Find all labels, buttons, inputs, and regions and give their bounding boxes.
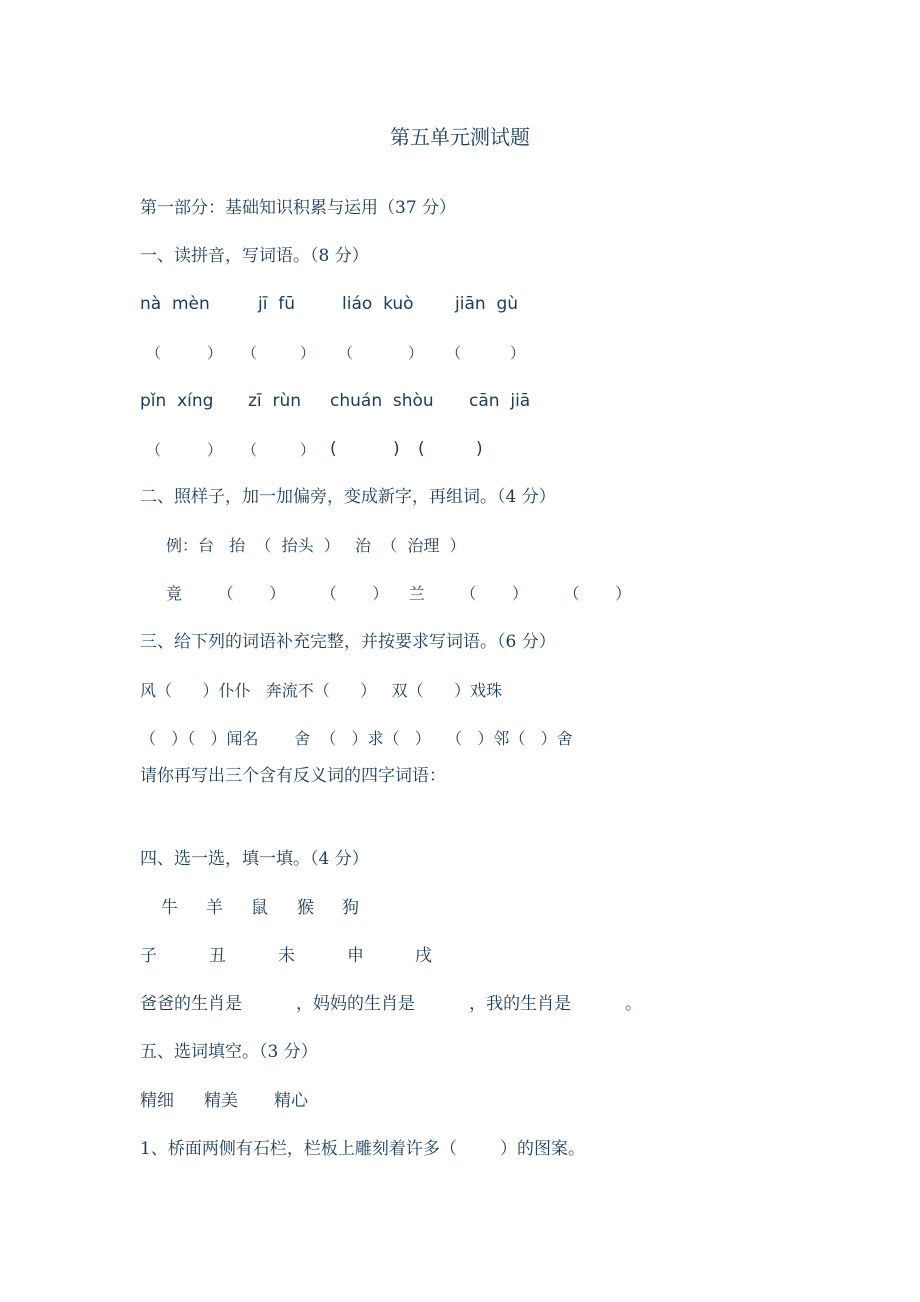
answer-blank-open: （ [338,344,354,362]
answer-blank-close: ） [207,344,223,362]
answer-blank-open: （ [446,344,462,362]
answer-blank-open: ( [330,439,337,459]
q5-heading: 五、选词填空。（3 分） [140,1042,318,1062]
q5-item-1: 1、桥面两侧有石栏，栏板上雕刻着许多（ ）的图案。 [140,1139,586,1159]
answer-blank-close: ) [393,439,400,459]
word-option: 精美 [204,1091,238,1111]
q2-exercise-line: 竟 （ ） （ ） 兰 （ ） （ ） [166,584,632,603]
q3-heading: 三、给下列的词语补充完整，并按要求写词语。（6 分） [140,632,556,652]
branch-option: 子 [140,946,157,966]
animal-option: 羊 [206,898,223,918]
answer-blank-close: ） [408,344,424,362]
part1-heading: 第一部分：基础知识积累与运用（37 分） [140,198,457,218]
pinyin-item: jiān gù [455,294,519,314]
branch-option: 未 [278,946,295,966]
q3-line-3: 请你再写出三个含有反义词的四字词语： [140,766,446,786]
pinyin-item: nà mèn [140,294,210,314]
pinyin-item: pǐn xíng [140,391,214,411]
animal-option: 鼠 [251,898,268,918]
q4-sentence: 爸爸的生肖是 ，妈妈的生肖是 ，我的生肖是 。 [140,994,643,1014]
answer-blank-open: （ [242,441,258,459]
q3-line-2: （ ）（ ）闻名 舍 （ ）求（ ） （ ）邻（ ）舍 [140,729,573,748]
branch-option: 申 [347,946,364,966]
q1-heading: 一、读拼音，写词语。（8 分） [140,246,369,266]
answer-blank-open: （ [146,441,162,459]
branch-option: 丑 [209,946,226,966]
word-option: 精细 [140,1091,174,1111]
page-title: 第五单元测试题 [390,125,530,149]
word-option: 精心 [274,1091,308,1111]
answer-blank-close: ） [207,441,223,459]
animal-option: 猴 [297,898,314,918]
answer-blank-close: ) [476,439,483,459]
pinyin-item: jī fū [258,294,296,314]
q3-line-1: 风（ ）仆仆 奔流不（ ） 双（ ）戏珠 [140,681,503,700]
answer-blank-close: ） [510,344,526,362]
q2-example: 例：台 抬 （ 抬头 ） 治 （ 治理 ） [166,536,466,555]
answer-blank-open: （ [242,344,258,362]
answer-blank-open: （ [146,344,162,362]
answer-blank-close: ） [300,441,316,459]
q2-heading: 二、照样子，加一加偏旁，变成新字，再组词。（4 分） [140,487,556,507]
q4-heading: 四、选一选，填一填。（4 分） [140,849,369,869]
pinyin-item: zī rùn [248,391,301,411]
pinyin-item: chuán shòu [330,391,434,411]
animal-option: 狗 [342,898,359,918]
animal-option: 牛 [161,898,178,918]
pinyin-item: cān jiā [469,391,531,411]
answer-blank-open: ( [418,439,425,459]
branch-option: 戌 [415,946,432,966]
answer-blank-close: ） [300,344,316,362]
pinyin-item: liáo kuò [342,294,414,314]
